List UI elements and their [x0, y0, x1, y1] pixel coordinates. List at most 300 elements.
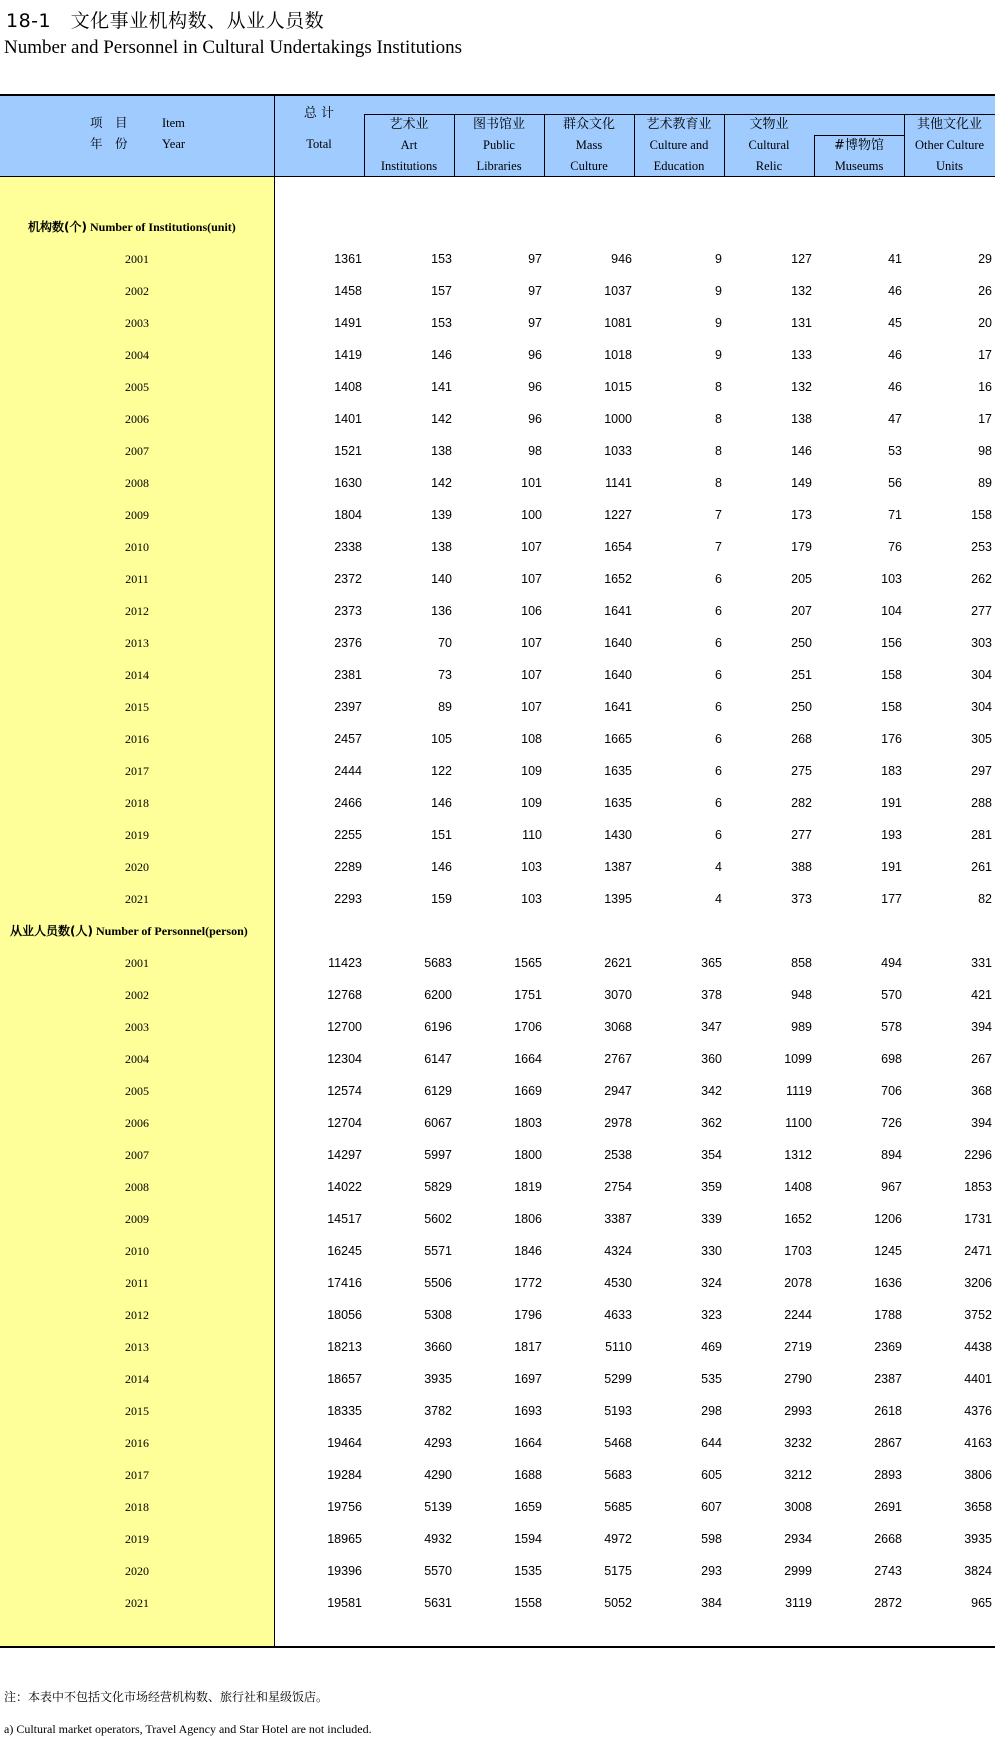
value-cell: 965	[971, 1596, 992, 1610]
col-header-total	[274, 103, 364, 155]
value-cell: 6	[715, 636, 722, 650]
value-cell: 193	[881, 828, 902, 842]
value-cell: 82	[978, 892, 992, 906]
value-cell: 2893	[874, 1468, 902, 1482]
value-cell: 9	[715, 316, 722, 330]
value-cell: 6067	[424, 1116, 452, 1130]
value-cell: 122	[431, 764, 452, 778]
table-row	[0, 1459, 995, 1491]
table-row	[0, 627, 995, 659]
value-cell: 109	[521, 796, 542, 810]
value-cell: 46	[888, 380, 902, 394]
value-cell: 268	[791, 732, 812, 746]
value-cell: 5139	[424, 1500, 452, 1514]
value-cell: 6196	[424, 1020, 452, 1034]
value-cell: 139	[431, 508, 452, 522]
value-cell: 262	[971, 572, 992, 586]
value-cell: 4376	[964, 1404, 992, 1418]
value-cell: 298	[701, 1404, 722, 1418]
value-cell: 4438	[964, 1340, 992, 1354]
value-cell: 29	[978, 252, 992, 266]
col-header-other-zh: 其他文化业	[916, 117, 982, 132]
year-cell: 2009	[125, 508, 149, 522]
value-cell: 706	[881, 1084, 902, 1098]
value-cell: 17416	[327, 1276, 362, 1290]
value-cell: 5602	[424, 1212, 452, 1226]
value-cell: 1535	[514, 1564, 542, 1578]
value-cell: 1419	[334, 348, 362, 362]
value-cell: 9	[715, 348, 722, 362]
col-header-relic-en2: Relic	[755, 159, 783, 173]
table-row	[0, 1139, 995, 1171]
year-cell: 2016	[125, 1436, 149, 1450]
value-cell: 578	[881, 1020, 902, 1034]
value-cell: 177	[881, 892, 902, 906]
value-cell: 1081	[604, 316, 632, 330]
value-cell: 141	[431, 380, 452, 394]
table-row	[0, 1363, 995, 1395]
value-cell: 1521	[334, 444, 362, 458]
value-cell: 250	[791, 700, 812, 714]
value-cell: 359	[701, 1180, 722, 1194]
value-cell: 2691	[874, 1500, 902, 1514]
value-cell: 1693	[514, 1404, 542, 1418]
value-cell: 98	[978, 444, 992, 458]
value-cell: 5683	[424, 956, 452, 970]
table-row	[0, 371, 995, 403]
col-header-relic-zh: 文物业	[749, 117, 789, 132]
value-cell: 12704	[327, 1116, 362, 1130]
value-cell: 6200	[424, 988, 452, 1002]
value-cell: 3387	[604, 1212, 632, 1226]
table-row	[0, 1395, 995, 1427]
value-cell: 5570	[424, 1564, 452, 1578]
year-cell: 2018	[125, 796, 149, 810]
value-cell: 12768	[327, 988, 362, 1002]
value-cell: 1630	[334, 476, 362, 490]
table-row	[0, 467, 995, 499]
value-cell: 149	[791, 476, 812, 490]
value-cell: 1408	[784, 1180, 812, 1194]
stub-year-en: Year	[162, 137, 186, 151]
value-cell: 106	[521, 604, 542, 618]
value-cell: 3782	[424, 1404, 452, 1418]
col-header-libraries-en1: Public	[483, 138, 515, 152]
value-cell: 6	[715, 796, 722, 810]
value-cell: 1245	[874, 1244, 902, 1258]
value-cell: 132	[791, 284, 812, 298]
value-cell: 140	[431, 572, 452, 586]
value-cell: 103	[521, 860, 542, 874]
value-cell: 1706	[514, 1020, 542, 1034]
value-cell: 17	[978, 412, 992, 426]
value-cell: 373	[791, 892, 812, 906]
value-cell: 138	[791, 412, 812, 426]
year-cell: 2006	[125, 1116, 149, 1130]
value-cell: 5631	[424, 1596, 452, 1610]
value-cell: 14297	[327, 1148, 362, 1162]
stub-item-zh: 项 目	[90, 115, 128, 130]
footnote-en: a) Cultural market operators, Travel Agency and Star Hotel are not included.	[4, 1722, 372, 1736]
table-row	[0, 1491, 995, 1523]
value-cell: 644	[701, 1436, 722, 1450]
value-cell: 331	[971, 956, 992, 970]
value-cell: 726	[881, 1116, 902, 1130]
table-row	[0, 1587, 995, 1619]
col-header-art	[364, 114, 454, 177]
col-header-museums-en: Museums	[834, 159, 884, 173]
table-title-zh: 18-1 文化事业机构数、从业人员数	[6, 10, 325, 32]
value-cell: 1206	[874, 1212, 902, 1226]
value-cell: 4401	[964, 1372, 992, 1386]
year-cell: 2012	[125, 1308, 149, 1322]
value-cell: 159	[431, 892, 452, 906]
value-cell: 1796	[514, 1308, 542, 1322]
col-header-education	[634, 114, 724, 177]
year-cell: 2013	[125, 636, 149, 650]
year-cell: 2008	[125, 476, 149, 490]
value-cell: 146	[431, 860, 452, 874]
value-cell: 5829	[424, 1180, 452, 1194]
value-cell: 14022	[327, 1180, 362, 1194]
value-cell: 18335	[327, 1404, 362, 1418]
footnote-zh: 注：本表中不包括文化市场经营机构数、旅行社和星级饭店。	[4, 1690, 329, 1704]
value-cell: 173	[791, 508, 812, 522]
value-cell: 156	[881, 636, 902, 650]
year-cell: 2005	[125, 380, 149, 394]
value-cell: 2719	[784, 1340, 812, 1354]
value-cell: 1099	[784, 1052, 812, 1066]
value-cell: 494	[881, 956, 902, 970]
col-header-other-en1: Other Culture	[914, 138, 985, 152]
year-cell: 2017	[125, 1468, 149, 1482]
value-cell: 1361	[334, 252, 362, 266]
year-cell: 2005	[125, 1084, 149, 1098]
table-row	[0, 339, 995, 371]
value-cell: 1640	[604, 636, 632, 650]
year-cell: 2020	[125, 1564, 149, 1578]
table-row	[0, 1235, 995, 1267]
value-cell: 1565	[514, 956, 542, 970]
value-cell: 18056	[327, 1308, 362, 1322]
value-cell: 96	[528, 412, 542, 426]
year-cell: 2003	[125, 1020, 149, 1034]
value-cell: 1636	[874, 1276, 902, 1290]
section-label	[28, 211, 236, 243]
table-row	[0, 1107, 995, 1139]
table-row	[0, 499, 995, 531]
col-header-mass-culture	[544, 114, 634, 177]
section-label-en: Number of Personnel(person)	[92, 924, 248, 938]
section-label	[10, 915, 248, 947]
value-cell: 71	[888, 508, 902, 522]
value-cell: 104	[881, 604, 902, 618]
value-cell: 131	[791, 316, 812, 330]
value-cell: 8	[715, 412, 722, 426]
value-cell: 6147	[424, 1052, 452, 1066]
year-cell: 2019	[125, 828, 149, 842]
value-cell: 26	[978, 284, 992, 298]
value-cell: 2381	[334, 668, 362, 682]
value-cell: 282	[791, 796, 812, 810]
value-cell: 598	[701, 1532, 722, 1546]
value-cell: 2293	[334, 892, 362, 906]
value-cell: 2754	[604, 1180, 632, 1194]
value-cell: 1594	[514, 1532, 542, 1546]
value-cell: 1119	[786, 1084, 812, 1098]
value-cell: 305	[971, 732, 992, 746]
value-cell: 304	[971, 700, 992, 714]
value-cell: 3824	[964, 1564, 992, 1578]
value-cell: 97	[528, 316, 542, 330]
value-cell: 2743	[874, 1564, 902, 1578]
value-cell: 1141	[605, 476, 632, 490]
value-cell: 1659	[514, 1500, 542, 1514]
col-header-education-en2: Education	[653, 159, 705, 173]
year-cell: 2010	[125, 1244, 149, 1258]
value-cell: 11423	[328, 956, 362, 970]
year-cell: 2021	[125, 1596, 149, 1610]
table-row	[0, 883, 995, 915]
value-cell: 2373	[334, 604, 362, 618]
value-cell: 1015	[604, 380, 632, 394]
value-cell: 73	[438, 668, 452, 682]
value-cell: 89	[978, 476, 992, 490]
value-cell: 4633	[604, 1308, 632, 1322]
table-row	[0, 979, 995, 1011]
value-cell: 388	[791, 860, 812, 874]
value-cell: 8	[715, 444, 722, 458]
table-row	[0, 1075, 995, 1107]
value-cell: 183	[881, 764, 902, 778]
value-cell: 3070	[604, 988, 632, 1002]
year-cell: 2004	[125, 1052, 149, 1066]
year-cell: 2001	[125, 956, 149, 970]
value-cell: 6	[715, 604, 722, 618]
value-cell: 70	[438, 636, 452, 650]
table-row	[0, 275, 995, 307]
value-cell: 858	[791, 956, 812, 970]
value-cell: 6	[715, 668, 722, 682]
value-cell: 2934	[784, 1532, 812, 1546]
year-cell: 2002	[125, 988, 149, 1002]
value-cell: 96	[528, 348, 542, 362]
value-cell: 20	[978, 316, 992, 330]
value-cell: 365	[701, 956, 722, 970]
value-cell: 2376	[334, 636, 362, 650]
value-cell: 1408	[334, 380, 362, 394]
value-cell: 12700	[327, 1020, 362, 1034]
year-cell: 2014	[125, 1372, 149, 1386]
value-cell: 1751	[514, 988, 542, 1002]
table-row	[0, 819, 995, 851]
value-cell: 360	[701, 1052, 722, 1066]
value-cell: 469	[701, 1340, 722, 1354]
value-cell: 158	[971, 508, 992, 522]
value-cell: 1312	[784, 1148, 812, 1162]
value-cell: 3806	[964, 1468, 992, 1482]
value-cell: 1669	[514, 1084, 542, 1098]
value-cell: 7	[715, 508, 722, 522]
year-cell: 2011	[125, 1276, 149, 1290]
table-row	[0, 1331, 995, 1363]
value-cell: 5175	[604, 1564, 632, 1578]
col-header-museums-zh: #博物馆	[834, 138, 884, 153]
value-cell: 103	[521, 892, 542, 906]
year-cell: 2006	[125, 412, 149, 426]
value-cell: 1635	[604, 796, 632, 810]
section-label-zh: 从业人员数(人)	[10, 924, 93, 938]
col-header-libraries-zh: 图书馆业	[472, 117, 525, 132]
value-cell: 1819	[514, 1180, 542, 1194]
value-cell: 1037	[604, 284, 632, 298]
year-cell: 2009	[125, 1212, 149, 1226]
value-cell: 2790	[784, 1372, 812, 1386]
table-row	[0, 563, 995, 595]
value-cell: 12574	[327, 1084, 362, 1098]
value-cell: 2993	[784, 1404, 812, 1418]
value-cell: 176	[881, 732, 902, 746]
value-cell: 98	[528, 444, 542, 458]
table-row	[0, 1267, 995, 1299]
value-cell: 56	[888, 476, 902, 490]
year-cell: 2014	[125, 668, 149, 682]
value-cell: 146	[431, 796, 452, 810]
value-cell: 107	[521, 540, 542, 554]
value-cell: 250	[791, 636, 812, 650]
value-cell: 157	[431, 284, 452, 298]
value-cell: 304	[971, 668, 992, 682]
value-cell: 4972	[604, 1532, 632, 1546]
value-cell: 281	[971, 828, 992, 842]
value-cell: 4324	[604, 1244, 632, 1258]
value-cell: 2471	[964, 1244, 992, 1258]
value-cell: 9	[715, 252, 722, 266]
table-row	[0, 1203, 995, 1235]
value-cell: 1664	[514, 1436, 542, 1450]
value-cell: 105	[431, 732, 452, 746]
value-cell: 191	[881, 860, 902, 874]
value-cell: 18965	[327, 1532, 362, 1546]
table-row	[0, 1171, 995, 1203]
value-cell: 4	[715, 892, 722, 906]
value-cell: 3660	[424, 1340, 452, 1354]
value-cell: 1652	[784, 1212, 812, 1226]
year-cell: 2016	[125, 732, 149, 746]
value-cell: 261	[971, 860, 992, 874]
value-cell: 5685	[604, 1500, 632, 1514]
col-header-other-en2: Units	[935, 159, 964, 173]
value-cell: 6	[715, 700, 722, 714]
value-cell: 3008	[784, 1500, 812, 1514]
value-cell: 2466	[334, 796, 362, 810]
value-cell: 2947	[604, 1084, 632, 1098]
value-cell: 146	[431, 348, 452, 362]
section-label-en: Number of Institutions(unit)	[86, 220, 236, 234]
value-cell: 1635	[604, 764, 632, 778]
section-header-row	[0, 211, 995, 243]
value-cell: 8	[715, 476, 722, 490]
value-cell: 153	[431, 316, 452, 330]
value-cell: 288	[971, 796, 992, 810]
value-cell: 2397	[334, 700, 362, 714]
value-cell: 1803	[514, 1116, 542, 1130]
value-cell: 191	[881, 796, 902, 810]
value-cell: 2999	[784, 1564, 812, 1578]
value-cell: 12304	[327, 1052, 362, 1066]
table-row	[0, 1427, 995, 1459]
col-header-art-en1: Art	[400, 138, 418, 152]
value-cell: 339	[701, 1212, 722, 1226]
value-cell: 133	[791, 348, 812, 362]
value-cell: 2078	[784, 1276, 812, 1290]
value-cell: 101	[521, 476, 542, 490]
table-row	[0, 243, 995, 275]
value-cell: 2668	[874, 1532, 902, 1546]
value-cell: 4932	[424, 1532, 452, 1546]
year-cell: 2007	[125, 1148, 149, 1162]
value-cell: 1100	[785, 1116, 812, 1130]
stub-year-zh: 年 份	[90, 136, 128, 151]
value-cell: 5308	[424, 1308, 452, 1322]
value-cell: 894	[881, 1148, 902, 1162]
table-row	[0, 1523, 995, 1555]
value-cell: 277	[971, 604, 992, 618]
col-header-mass-zh: 群众文化	[562, 117, 615, 132]
col-header-relic-en1: Cultural	[748, 138, 790, 152]
value-cell: 53	[888, 444, 902, 458]
value-cell: 5571	[424, 1244, 452, 1258]
value-cell: 535	[701, 1372, 722, 1386]
value-cell: 6	[715, 828, 722, 842]
value-cell: 1817	[514, 1340, 542, 1354]
table-row	[0, 531, 995, 563]
value-cell: 378	[701, 988, 722, 1002]
value-cell: 158	[881, 668, 902, 682]
value-cell: 277	[791, 828, 812, 842]
value-cell: 1387	[604, 860, 632, 874]
value-cell: 2618	[874, 1404, 902, 1418]
value-cell: 293	[701, 1564, 722, 1578]
value-cell: 967	[881, 1180, 902, 1194]
value-cell: 2767	[604, 1052, 632, 1066]
col-header-art-en2: Institutions	[380, 159, 438, 173]
value-cell: 4290	[424, 1468, 452, 1482]
col-header-libraries-en2: Libraries	[476, 159, 522, 173]
value-cell: 46	[888, 348, 902, 362]
value-cell: 3068	[604, 1020, 632, 1034]
value-cell: 3206	[964, 1276, 992, 1290]
col-header-museums	[814, 135, 904, 177]
value-cell: 1491	[334, 316, 362, 330]
year-cell: 2017	[125, 764, 149, 778]
year-cell: 2008	[125, 1180, 149, 1194]
value-cell: 251	[791, 668, 812, 682]
value-cell: 324	[701, 1276, 722, 1290]
value-cell: 19464	[327, 1436, 362, 1450]
value-cell: 3935	[424, 1372, 452, 1386]
value-cell: 5506	[424, 1276, 452, 1290]
value-cell: 2289	[334, 860, 362, 874]
value-cell: 142	[431, 412, 452, 426]
value-cell: 14517	[327, 1212, 362, 1226]
value-cell: 4293	[424, 1436, 452, 1450]
value-cell: 4530	[604, 1276, 632, 1290]
value-cell: 2978	[604, 1116, 632, 1130]
value-cell: 2369	[874, 1340, 902, 1354]
value-cell: 151	[431, 828, 452, 842]
value-cell: 2338	[334, 540, 362, 554]
